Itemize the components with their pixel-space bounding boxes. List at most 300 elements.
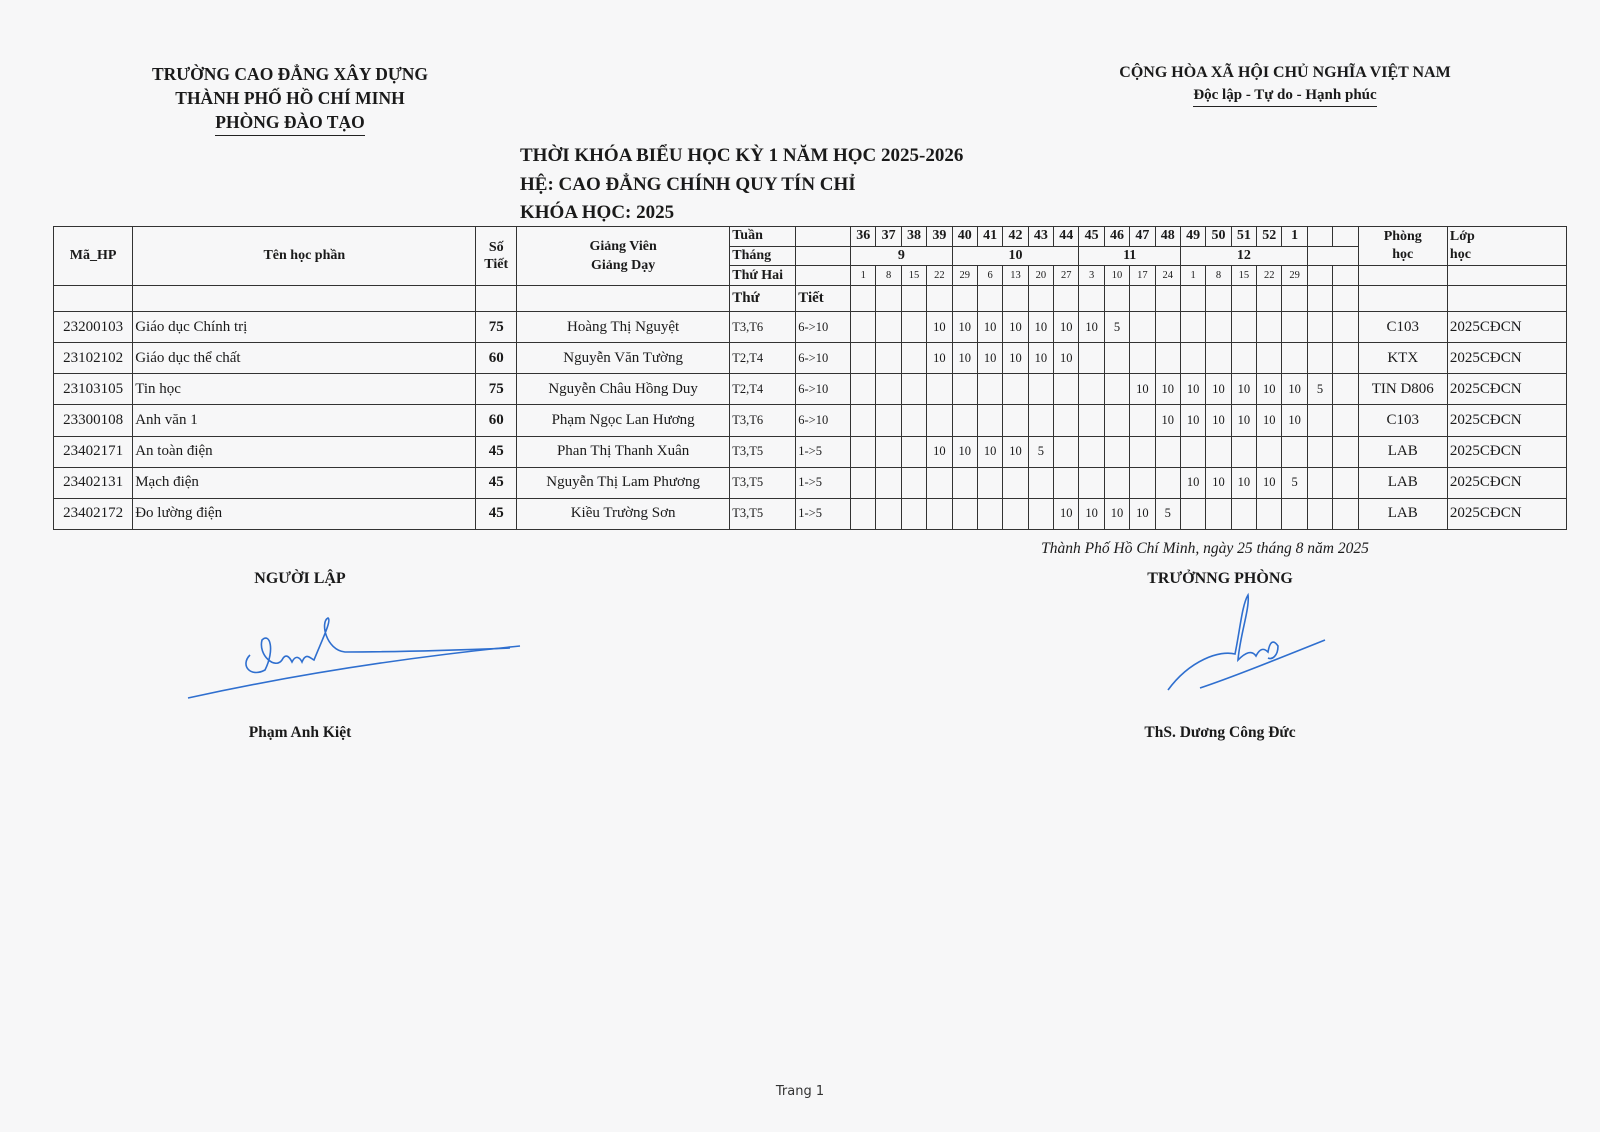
- creator-name: Phạm Anh Kiệt: [248, 724, 352, 741]
- week-number: 36: [851, 227, 876, 247]
- department-name: PHÒNG ĐÀO TẠO: [215, 110, 364, 136]
- week-hours: 10: [1231, 405, 1256, 436]
- empty-cell: [54, 286, 133, 312]
- monday-date: 1: [1180, 266, 1205, 286]
- monday-date: 22: [927, 266, 952, 286]
- week-hours: [1231, 343, 1256, 374]
- header-giang-vien-line1: Giảng Viên: [589, 239, 657, 255]
- week-hours: [1307, 343, 1332, 374]
- course-hours: 60: [476, 405, 517, 436]
- header-lop-line2: học: [1449, 247, 1471, 263]
- course-hours: 75: [476, 374, 517, 405]
- monday-date: [1333, 266, 1358, 286]
- week-hours: [977, 405, 1002, 436]
- week-number: 38: [901, 227, 926, 247]
- title-line2: HỆ: CAO ĐẲNG CHÍNH QUY TÍN CHỈ: [520, 173, 856, 195]
- week-hours: [1003, 498, 1028, 529]
- week-hours: [927, 498, 952, 529]
- week-hours: 10: [927, 343, 952, 374]
- week-hours: 10: [1003, 343, 1028, 374]
- week-hours: [851, 498, 876, 529]
- course-name: Tin học: [133, 374, 476, 405]
- week-hours: 10: [1206, 467, 1231, 498]
- label-empty: [796, 266, 851, 286]
- table-row: [54, 467, 1567, 498]
- class-group: 2025CĐCN: [1447, 467, 1566, 498]
- classroom: C103: [1358, 405, 1447, 436]
- label-thang: Tháng: [730, 246, 796, 266]
- empty-cell: [1447, 286, 1566, 312]
- week-hours: [876, 312, 901, 343]
- week-number: 52: [1257, 227, 1282, 247]
- week-hours: [901, 405, 926, 436]
- course-name: Giáo dục Chính trị: [133, 312, 476, 343]
- week-hours: [1079, 467, 1104, 498]
- empty-cell: [876, 286, 901, 312]
- week-hours: 10: [1054, 498, 1079, 529]
- course-code: 23402131: [54, 467, 133, 498]
- class-group: 2025CĐCN: [1447, 343, 1566, 374]
- empty-cell: [1282, 286, 1307, 312]
- label-empty: [796, 246, 851, 266]
- week-hours: 10: [952, 343, 977, 374]
- week-number: 42: [1003, 227, 1028, 247]
- course-hours: 45: [476, 498, 517, 529]
- week-hours: 10: [952, 312, 977, 343]
- week-hours: 10: [1028, 343, 1053, 374]
- week-number: [1307, 227, 1332, 247]
- week-hours: 10: [1206, 405, 1231, 436]
- week-hours: 5: [1155, 498, 1180, 529]
- classroom: LAB: [1358, 436, 1447, 467]
- header-phong-line1: Phòng: [1383, 229, 1422, 245]
- week-hours: [1104, 467, 1129, 498]
- label-tiet: Tiết: [796, 286, 851, 312]
- monday-date: 10: [1104, 266, 1129, 286]
- empty-cell: [133, 286, 476, 312]
- week-hours: [1003, 467, 1028, 498]
- week-number: 1: [1282, 227, 1307, 247]
- class-periods: 6->10: [796, 374, 851, 405]
- monday-date: 27: [1054, 266, 1079, 286]
- monday-date: 1: [851, 266, 876, 286]
- lecturer-name: Hoàng Thị Nguyệt: [517, 312, 730, 343]
- monday-date: 6: [977, 266, 1002, 286]
- week-hours: 10: [1003, 312, 1028, 343]
- classroom: TIN D806: [1358, 374, 1447, 405]
- lecturer-name: Nguyễn Thị Lam Phương: [517, 467, 730, 498]
- class-group: 2025CĐCN: [1447, 498, 1566, 529]
- class-days: T2,T4: [730, 343, 796, 374]
- table-row: [54, 405, 1567, 436]
- head-signature: [1160, 590, 1330, 700]
- week-hours: 10: [1079, 498, 1104, 529]
- monday-date: 3: [1079, 266, 1104, 286]
- week-hours: 10: [1054, 343, 1079, 374]
- week-hours: [1231, 436, 1256, 467]
- week-hours: [1257, 343, 1282, 374]
- empty-cell: [1054, 286, 1079, 312]
- monday-date: [1307, 266, 1332, 286]
- week-hours: [1307, 312, 1332, 343]
- lecturer-name: Nguyễn Châu Hồng Duy: [517, 374, 730, 405]
- week-hours: [1333, 467, 1358, 498]
- empty-cell: [1104, 286, 1129, 312]
- week-hours: 10: [1054, 312, 1079, 343]
- header-so-tiet-line2: Tiết: [484, 257, 509, 273]
- course-hours: 60: [476, 343, 517, 374]
- week-hours: [1054, 405, 1079, 436]
- week-hours: [876, 498, 901, 529]
- week-hours: [1333, 498, 1358, 529]
- classroom: KTX: [1358, 343, 1447, 374]
- empty-cell: [1079, 286, 1104, 312]
- week-hours: [1282, 498, 1307, 529]
- header-ten-hoc-phan: Tên học phần: [133, 227, 476, 286]
- course-hours: 45: [476, 467, 517, 498]
- timetable: [53, 226, 1567, 530]
- course-hours: 45: [476, 436, 517, 467]
- week-hours: 10: [977, 312, 1002, 343]
- week-hours: [1104, 405, 1129, 436]
- course-code: 23402171: [54, 436, 133, 467]
- week-hours: [1130, 343, 1155, 374]
- week-hours: [927, 374, 952, 405]
- week-hours: [1104, 374, 1129, 405]
- course-code: 23200103: [54, 312, 133, 343]
- monday-date: 15: [1231, 266, 1256, 286]
- week-hours: [1155, 312, 1180, 343]
- week-hours: [977, 467, 1002, 498]
- header-ma-hp: Mã_HP: [54, 227, 133, 286]
- week-hours: [977, 374, 1002, 405]
- week-hours: 5: [1307, 374, 1332, 405]
- week-number: 40: [952, 227, 977, 247]
- header-so-tiet-line1: Số: [488, 240, 504, 256]
- school-header: [110, 62, 470, 136]
- week-hours: 5: [1282, 467, 1307, 498]
- head-title: TRƯỞNNG PHÒNG: [1147, 570, 1293, 587]
- week-hours: [1333, 405, 1358, 436]
- week-hours: [927, 405, 952, 436]
- document-title: [520, 142, 963, 228]
- week-hours: [1028, 467, 1053, 498]
- header-lop-hoc: [1447, 227, 1566, 266]
- course-code: 23102102: [54, 343, 133, 374]
- week-hours: 10: [1003, 436, 1028, 467]
- header-lop-line1: Lớp: [1449, 229, 1475, 245]
- empty-cell: [1180, 286, 1205, 312]
- header-phong-hoc: [1358, 227, 1447, 266]
- week-hours: 10: [927, 436, 952, 467]
- week-hours: [1333, 436, 1358, 467]
- week-hours: 10: [1028, 312, 1053, 343]
- class-periods: 6->10: [796, 312, 851, 343]
- week-number: 37: [876, 227, 901, 247]
- lecturer-name: Phạm Ngọc Lan Hương: [517, 405, 730, 436]
- lecturer-name: Phan Thị Thanh Xuân: [517, 436, 730, 467]
- table-row: [54, 343, 1567, 374]
- empty-cell: [1307, 286, 1332, 312]
- table-row: [54, 312, 1567, 343]
- week-hours: [1130, 467, 1155, 498]
- empty-cell: [952, 286, 977, 312]
- week-hours: [1079, 374, 1104, 405]
- week-hours: [1206, 343, 1231, 374]
- monday-date: 20: [1028, 266, 1053, 286]
- empty-cell: [1358, 286, 1447, 312]
- school-name-line2: THÀNH PHỐ HỒ CHÍ MINH: [175, 88, 405, 108]
- week-hours: [851, 467, 876, 498]
- class-periods: 6->10: [796, 405, 851, 436]
- week-hours: [851, 343, 876, 374]
- week-hours: [1028, 405, 1053, 436]
- class-periods: 6->10: [796, 343, 851, 374]
- week-hours: [1257, 436, 1282, 467]
- week-number: 39: [927, 227, 952, 247]
- week-hours: 5: [1028, 436, 1053, 467]
- class-group: 2025CĐCN: [1447, 374, 1566, 405]
- week-hours: [876, 405, 901, 436]
- week-hours: [952, 405, 977, 436]
- signing-date: Thành Phố Hồ Chí Minh, ngày 25 tháng 8 năm 2025: [1041, 540, 1369, 557]
- week-hours: [1180, 498, 1205, 529]
- empty-cell: [476, 286, 517, 312]
- header-phong-line2: học: [1392, 247, 1414, 263]
- week-hours: 10: [1257, 467, 1282, 498]
- week-hours: [1130, 312, 1155, 343]
- school-name-line1: TRƯỜNG CAO ĐẲNG XÂY DỰNG: [151, 64, 429, 84]
- empty-cell: [1028, 286, 1053, 312]
- course-name: Mạch điện: [133, 467, 476, 498]
- week-hours: [1231, 312, 1256, 343]
- empty-cell: [517, 286, 730, 312]
- week-hours: 10: [977, 436, 1002, 467]
- week-number: [1333, 227, 1358, 247]
- class-days: T3,T6: [730, 312, 796, 343]
- creator-title: NGƯỜI LẬP: [254, 570, 346, 587]
- week-hours: [1307, 405, 1332, 436]
- class-days: T3,T6: [730, 405, 796, 436]
- week-hours: 10: [1282, 374, 1307, 405]
- title-line1: THỜI KHÓA BIỂU HỌC KỲ 1 NĂM HỌC 2025-2026: [520, 145, 964, 166]
- lecturer-name: Kiều Trường Sơn: [517, 498, 730, 529]
- page-number: Trang 1: [775, 1084, 825, 1099]
- week-hours: [1282, 436, 1307, 467]
- week-hours: 10: [1130, 498, 1155, 529]
- classroom: LAB: [1358, 498, 1447, 529]
- class-periods: 1->5: [796, 467, 851, 498]
- empty-cell: [927, 286, 952, 312]
- monday-date: 24: [1155, 266, 1180, 286]
- week-hours: 10: [1282, 405, 1307, 436]
- empty-cell: [851, 286, 876, 312]
- label-tuan: Tuần: [730, 227, 796, 247]
- week-hours: [876, 436, 901, 467]
- class-group: 2025CĐCN: [1447, 405, 1566, 436]
- week-hours: [1155, 343, 1180, 374]
- week-hours: [851, 374, 876, 405]
- course-name: Anh văn 1: [133, 405, 476, 436]
- week-hours: [1054, 374, 1079, 405]
- week-hours: [876, 343, 901, 374]
- week-hours: 10: [1155, 374, 1180, 405]
- week-hours: [1206, 436, 1231, 467]
- week-hours: [851, 436, 876, 467]
- national-motto: Độc lập - Tự do - Hạnh phúc: [1193, 84, 1376, 107]
- week-hours: [901, 467, 926, 498]
- class-days: T3,T5: [730, 436, 796, 467]
- week-hours: [1307, 498, 1332, 529]
- empty-cell: [1333, 286, 1358, 312]
- empty-cell: [1206, 286, 1231, 312]
- week-hours: [1054, 436, 1079, 467]
- week-hours: [1054, 467, 1079, 498]
- week-hours: 10: [1257, 405, 1282, 436]
- class-group: 2025CĐCN: [1447, 436, 1566, 467]
- week-hours: [1282, 343, 1307, 374]
- label-empty: [796, 227, 851, 247]
- national-title: CỘNG HÒA XÃ HỘI CHỦ NGHĨA VIỆT NAM: [1119, 64, 1451, 81]
- week-hours: 10: [1231, 467, 1256, 498]
- week-hours: 10: [927, 312, 952, 343]
- week-hours: [1079, 343, 1104, 374]
- empty-cell: [1155, 286, 1180, 312]
- empty-cell: [977, 286, 1002, 312]
- week-hours: [1333, 312, 1358, 343]
- week-hours: [1003, 405, 1028, 436]
- header-so-tiet: [476, 227, 517, 286]
- course-code: 23103105: [54, 374, 133, 405]
- monday-date: 29: [952, 266, 977, 286]
- week-hours: [952, 374, 977, 405]
- class-periods: 1->5: [796, 498, 851, 529]
- week-hours: 10: [1155, 405, 1180, 436]
- class-group: 2025CĐCN: [1447, 312, 1566, 343]
- monday-date: 29: [1282, 266, 1307, 286]
- week-hours: [1257, 498, 1282, 529]
- week-hours: [1155, 436, 1180, 467]
- week-hours: [1180, 312, 1205, 343]
- empty-cell: [1130, 286, 1155, 312]
- week-hours: 10: [1130, 374, 1155, 405]
- week-hours: [1257, 312, 1282, 343]
- course-code: 23300108: [54, 405, 133, 436]
- monday-date: 15: [901, 266, 926, 286]
- month-label: 12: [1180, 246, 1307, 266]
- empty-cell: [1257, 286, 1282, 312]
- week-hours: [851, 405, 876, 436]
- monday-date: 22: [1257, 266, 1282, 286]
- week-hours: [977, 498, 1002, 529]
- title-line3: KHÓA HỌC: 2025: [520, 202, 675, 223]
- week-hours: [901, 436, 926, 467]
- classroom: C103: [1358, 312, 1447, 343]
- week-hours: 10: [1257, 374, 1282, 405]
- week-hours: [1180, 436, 1205, 467]
- week-hours: [1079, 436, 1104, 467]
- header-giang-vien-line2: Giảng Dạy: [591, 258, 656, 274]
- week-number: 49: [1180, 227, 1205, 247]
- empty-cell: [1231, 286, 1256, 312]
- week-number: 46: [1104, 227, 1129, 247]
- week-hours: 5: [1104, 312, 1129, 343]
- week-hours: 10: [1206, 374, 1231, 405]
- lecturer-name: Nguyễn Văn Tường: [517, 343, 730, 374]
- week-hours: [1231, 498, 1256, 529]
- table-row: [54, 498, 1567, 529]
- course-name: Giáo dục thể chất: [133, 343, 476, 374]
- classroom: LAB: [1358, 467, 1447, 498]
- week-hours: [1206, 498, 1231, 529]
- label-thu-hai: Thứ Hai: [730, 266, 796, 286]
- week-hours: 10: [1180, 405, 1205, 436]
- week-hours: [1180, 343, 1205, 374]
- week-hours: [1333, 343, 1358, 374]
- course-name: An toàn điện: [133, 436, 476, 467]
- week-hours: 10: [1231, 374, 1256, 405]
- week-hours: [901, 312, 926, 343]
- week-number: 51: [1231, 227, 1256, 247]
- week-number: 50: [1206, 227, 1231, 247]
- course-code: 23402172: [54, 498, 133, 529]
- week-hours: 10: [1079, 312, 1104, 343]
- week-hours: [901, 498, 926, 529]
- monday-date: 13: [1003, 266, 1028, 286]
- week-hours: 10: [1180, 374, 1205, 405]
- week-hours: [1079, 405, 1104, 436]
- monday-date: 8: [1206, 266, 1231, 286]
- month-label: 10: [952, 246, 1079, 266]
- week-hours: [927, 467, 952, 498]
- week-number: 45: [1079, 227, 1104, 247]
- label-thu: Thứ: [730, 286, 796, 312]
- week-number: 41: [977, 227, 1002, 247]
- week-hours: [1206, 312, 1231, 343]
- table-row: [54, 374, 1567, 405]
- week-hours: [952, 467, 977, 498]
- course-hours: 75: [476, 312, 517, 343]
- week-hours: [1307, 467, 1332, 498]
- week-number: 43: [1028, 227, 1053, 247]
- month-label: [1307, 246, 1358, 266]
- week-hours: [901, 374, 926, 405]
- week-hours: [876, 467, 901, 498]
- week-hours: [1104, 343, 1129, 374]
- week-hours: [1333, 374, 1358, 405]
- table-row: [54, 436, 1567, 467]
- week-hours: [1282, 312, 1307, 343]
- week-hours: [1003, 374, 1028, 405]
- week-hours: [1155, 467, 1180, 498]
- empty-cell: [1358, 266, 1447, 286]
- monday-date: 17: [1130, 266, 1155, 286]
- class-days: T2,T4: [730, 374, 796, 405]
- week-hours: [1028, 374, 1053, 405]
- week-hours: [876, 374, 901, 405]
- week-number: 44: [1054, 227, 1079, 247]
- class-periods: 1->5: [796, 436, 851, 467]
- header-giang-vien: [517, 227, 730, 286]
- week-hours: [952, 498, 977, 529]
- week-hours: [1104, 436, 1129, 467]
- week-hours: [901, 343, 926, 374]
- month-label: 11: [1079, 246, 1181, 266]
- national-header: [1090, 62, 1480, 107]
- week-hours: [1307, 436, 1332, 467]
- week-hours: [1028, 498, 1053, 529]
- course-name: Đo lường điện: [133, 498, 476, 529]
